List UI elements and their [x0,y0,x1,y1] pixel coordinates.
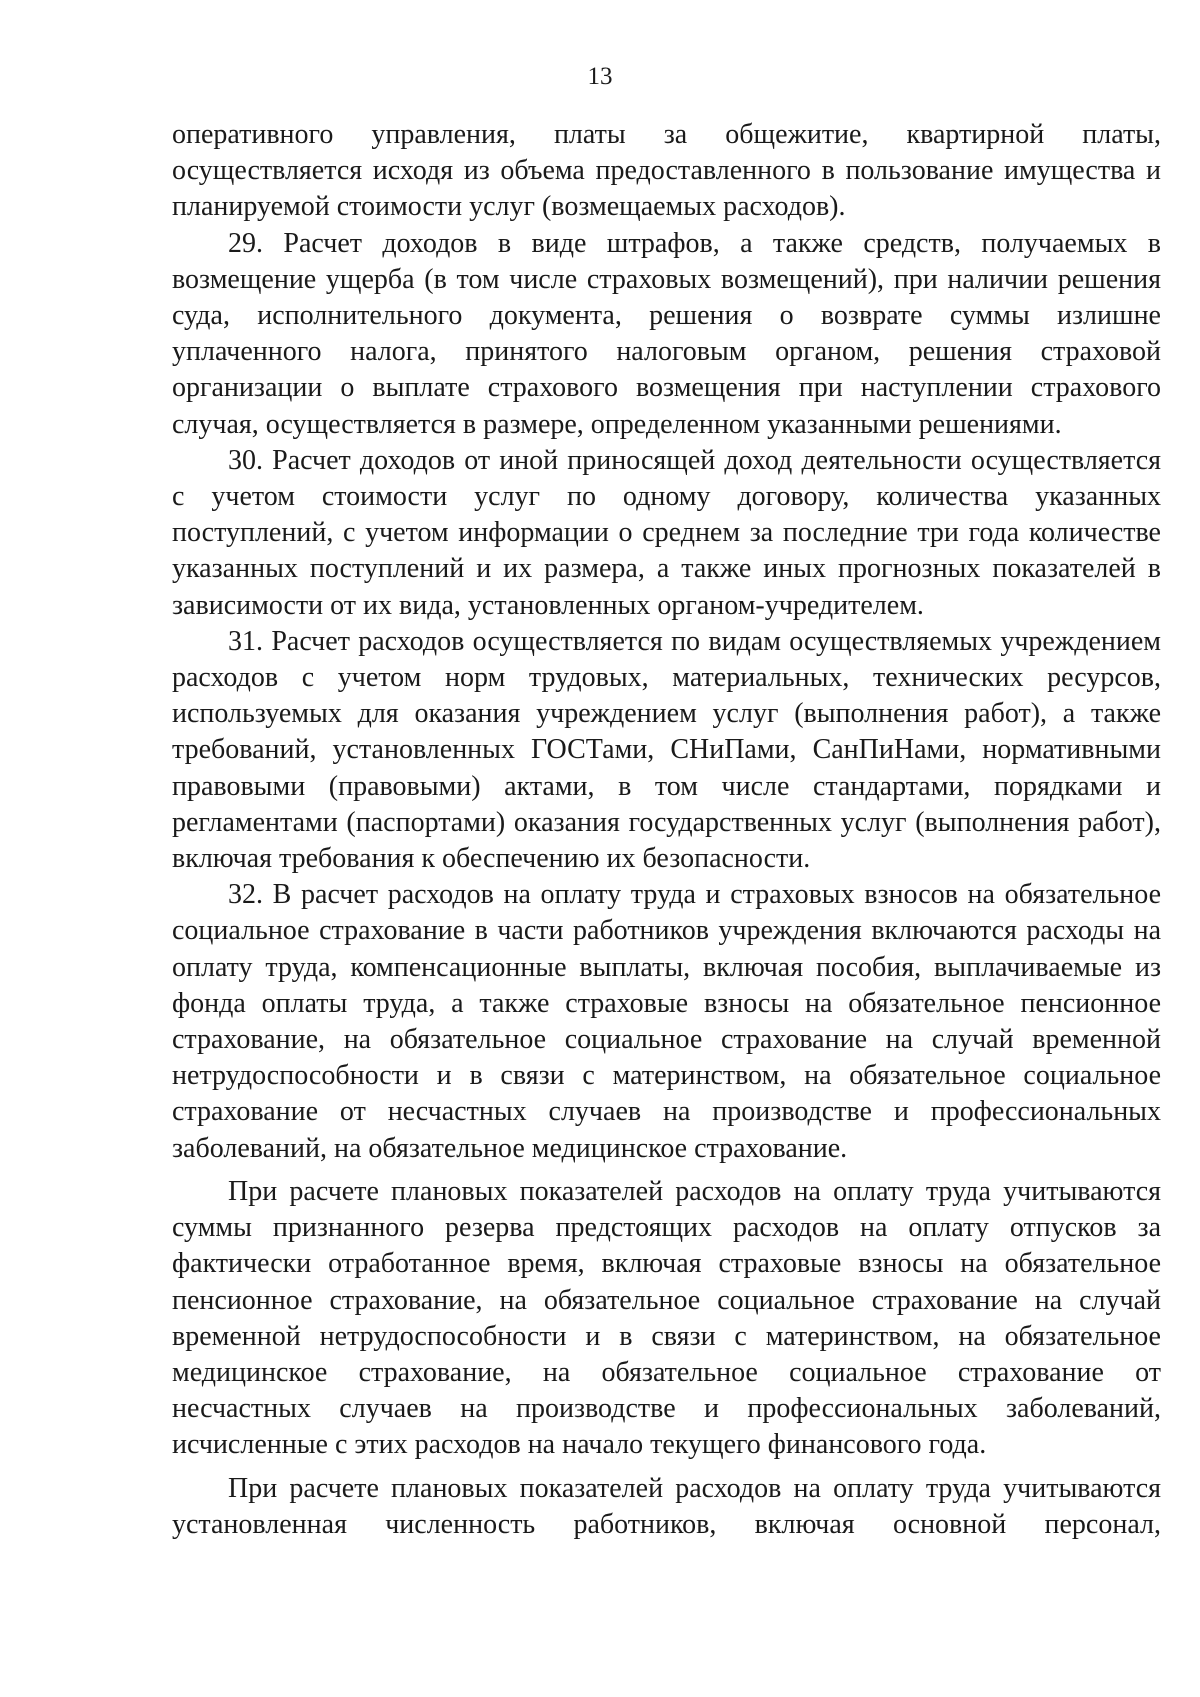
paragraph-reserve: При расчете плановых показателей расходов на оплату труда учитываются суммы признанного резерва предстоящих расходов на оплату отпусков за фактически отработанное время, включая страховые взносы на обязательное пенсионное страхование, на обязательное социальное страхование на случай временной нетрудоспособности и в связи с материнством, на обязательное медицинское страхование, на обязательное социальное страхование от несчастных случаев на производстве и профессиональных заболеваний, исчисленные с этих расходов на начало текущего финансового года. [172,1175,1161,1461]
paragraph-continuation: оперативного управления, платы за общежитие, квартирной платы, осуществляется исходя из объема предоставленного в пользование имущества и планируемой стоимости услуг (возмещаемых расходов). [172,119,1161,223]
document-body [172,117,1161,1543]
page-number: 13 [587,63,613,90]
paragraph-29: 29. Расчет доходов в виде штрафов, а также средств, получаемых в возмещение ущерба (в том числе страховых возмещений), при наличии решения суда, исполнительного документа, решения о возврате суммы излишне уплаченного налога, принятого налоговым органом, решения страховой организации о выплате страхового возмещения при наступлении страхового случая, осуществляется в размере, определенном указанными решениями. [172,227,1161,440]
paragraph-headcount: При расчете плановых показателей расходов на оплату труда учитываются установленная численность работников, включая основной персонал, [172,1472,1161,1540]
paragraph-30: 30. Расчет доходов от иной приносящей доход деятельности осуществляется с учетом стоимости услуг по одному договору, количества указанных поступлений, с учетом информации о среднем за последние три года количестве указанных поступлений и их размера, а также иных прогнозных показателей в зависимости от их вида, установленных органом-учредителем. [172,444,1161,621]
paragraph-31: 31. Расчет расходов осуществляется по видам осуществляемых учреждением расходов с учетом норм трудовых, материальных, технических ресурсов, используемых для оказания учреждением услуг (выполнения работ), а также требований, установленных ГОСТами, СНиПами, СанПиНами, нормативными правовыми (правовыми) актами, в том числе стандартами, порядками и регламентами (паспортами) оказания государственных услуг (выполнения работ), включая требования к обеспечению их безопасности. [172,625,1161,875]
paragraph-32: 32. В расчет расходов на оплату труда и страховых взносов на обязательное социальное страхование в части работников учреждения включаются расходы на оплату труда, компенсационные выплаты, включая пособия, выплачиваемые из фонда оплаты труда, а также страховые взносы на обязательное пенсионное страхование, на обязательное социальное страхование на случай временной нетрудоспособности и в связи с материнством, на обязательное социальное страхование от несчастных случаев на производстве и профессиональных заболеваний, на обязательное медицинское страхование. [172,879,1161,1164]
